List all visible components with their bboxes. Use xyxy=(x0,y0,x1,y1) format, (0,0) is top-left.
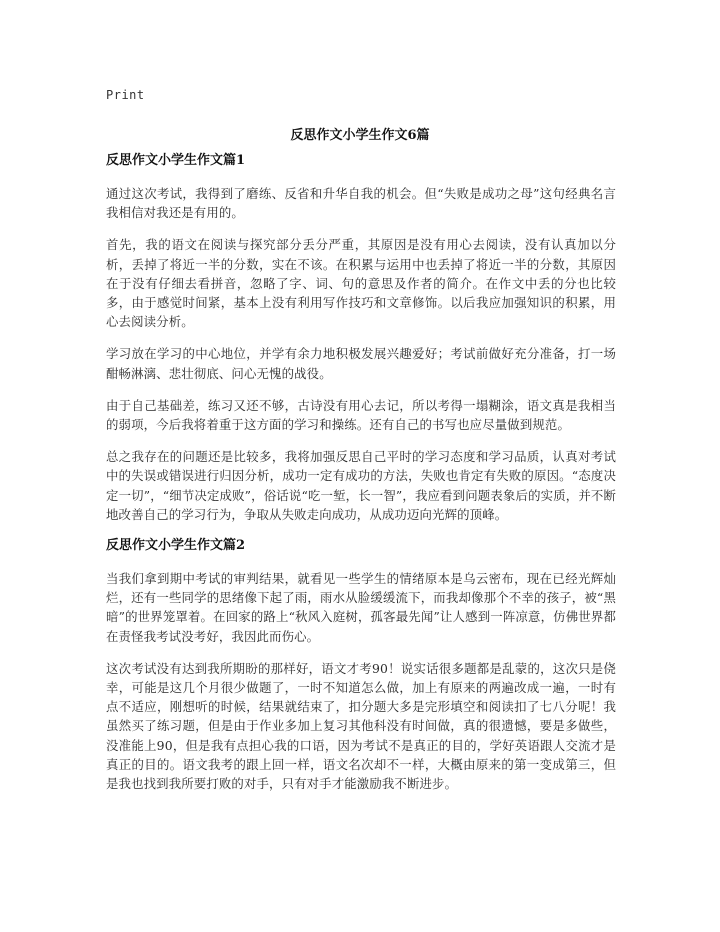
section-2 xyxy=(106,537,616,793)
section-heading: 反思作文小学生作文篇1 xyxy=(106,153,246,168)
paragraph: 学习放在学习的中心地位，并学有余力地积极发展兴趣爱好；考试前做好充分准备，打一场酣畅淋漓、悲壮彻底、问心无愧的战役。 xyxy=(106,346,616,381)
paragraph: 当我们拿到期中考试的审判结果，就看见一些学生的情绪原本是乌云密布，现在已经光辉灿烂，还有一些同学的思绪像下起了雨，雨水从脸缓缓流下，而我却像那个不幸的孩子，被“黑暗”的世界笼罩着。在回家的路上“秋风入庭树，孤客最先闻”让人感到一阵凉意，仿佛世界都在责怪我考试没考好，我因此而伤心。 xyxy=(106,571,616,644)
paragraph: 首先，我的语文在阅读与探究部分丢分严重，其原因是没有用心去阅读，没有认真加以分析，丢掉了将近一半的分数，实在不该。在积累与运用中也丢掉了将近一半的分数，其原因在于没有仔细去看拼音，忽略了字、词、句的意思及作者的简介。在作文中丢的分也比较多，由于感觉时间紧，基本上没有利用写作技巧和文章修饰。以后我应加强知识的积累，用心去阅读分析。 xyxy=(106,237,616,330)
section-heading: 反思作文小学生作文篇2 xyxy=(106,538,246,554)
paragraph: 由于自己基础差，练习又还不够，古诗没有用心去记，所以考得一塌糊涂，语文真是我相当的弱项，今后我将着重于这方面的学习和操练。还有自己的书写也应尽量做到规范。 xyxy=(106,397,616,433)
document-body xyxy=(106,152,616,806)
document-title: 反思作文小学生作文6篇 xyxy=(290,128,430,143)
paragraph: 通过这次考试，我得到了磨练、反省和升华自我的机会。但“失败是成功之母”这句经典名言我相信对我还是有用的。 xyxy=(106,186,616,221)
print-label[interactable]: Print xyxy=(106,88,145,102)
paragraph: 这次考试没有达到我所期盼的那样好，语文才考90！说实话很多题都是乱蒙的，这次只是侥幸，可能是这几个月很少做题了，一时不知道怎么做，加上有原来的两遍改成一遍，一时有点不适应，刚想听的时候，结果就结束了，扣分题大多是完形填空和阅读扣了七八分呢！我虽然买了练习题，但是由于作业多加上复习其他科没有时间做，真的很遗憾，要是多做些，没准能上90，但是我有点担心我的口语，因为考试不是真正的目的，学好英语跟人交流才是真正的目的。语文我考的跟上回一样，语文名次却不一样，大概由原来的第一变成第三，但是我也找到我所要打败的对手，只有对手才能激励我不断进步。 xyxy=(106,660,616,792)
section-1 xyxy=(106,152,616,524)
paragraph: 总之我存在的问题还是比较多，我将加强反思自己平时的学习态度和学习品质，认真对考试中的失误或错误进行归因分析，成功一定有成功的方法，失败也肯定有失败的原因。“态度决定一切”，“细节决定成败”，俗话说“吃一堑，长一智”，我应看到问题表象后的实质，并不断地改善自己的学习行为，争取从失败走向成功，从成功迈向光辉的顶峰。 xyxy=(106,449,616,522)
